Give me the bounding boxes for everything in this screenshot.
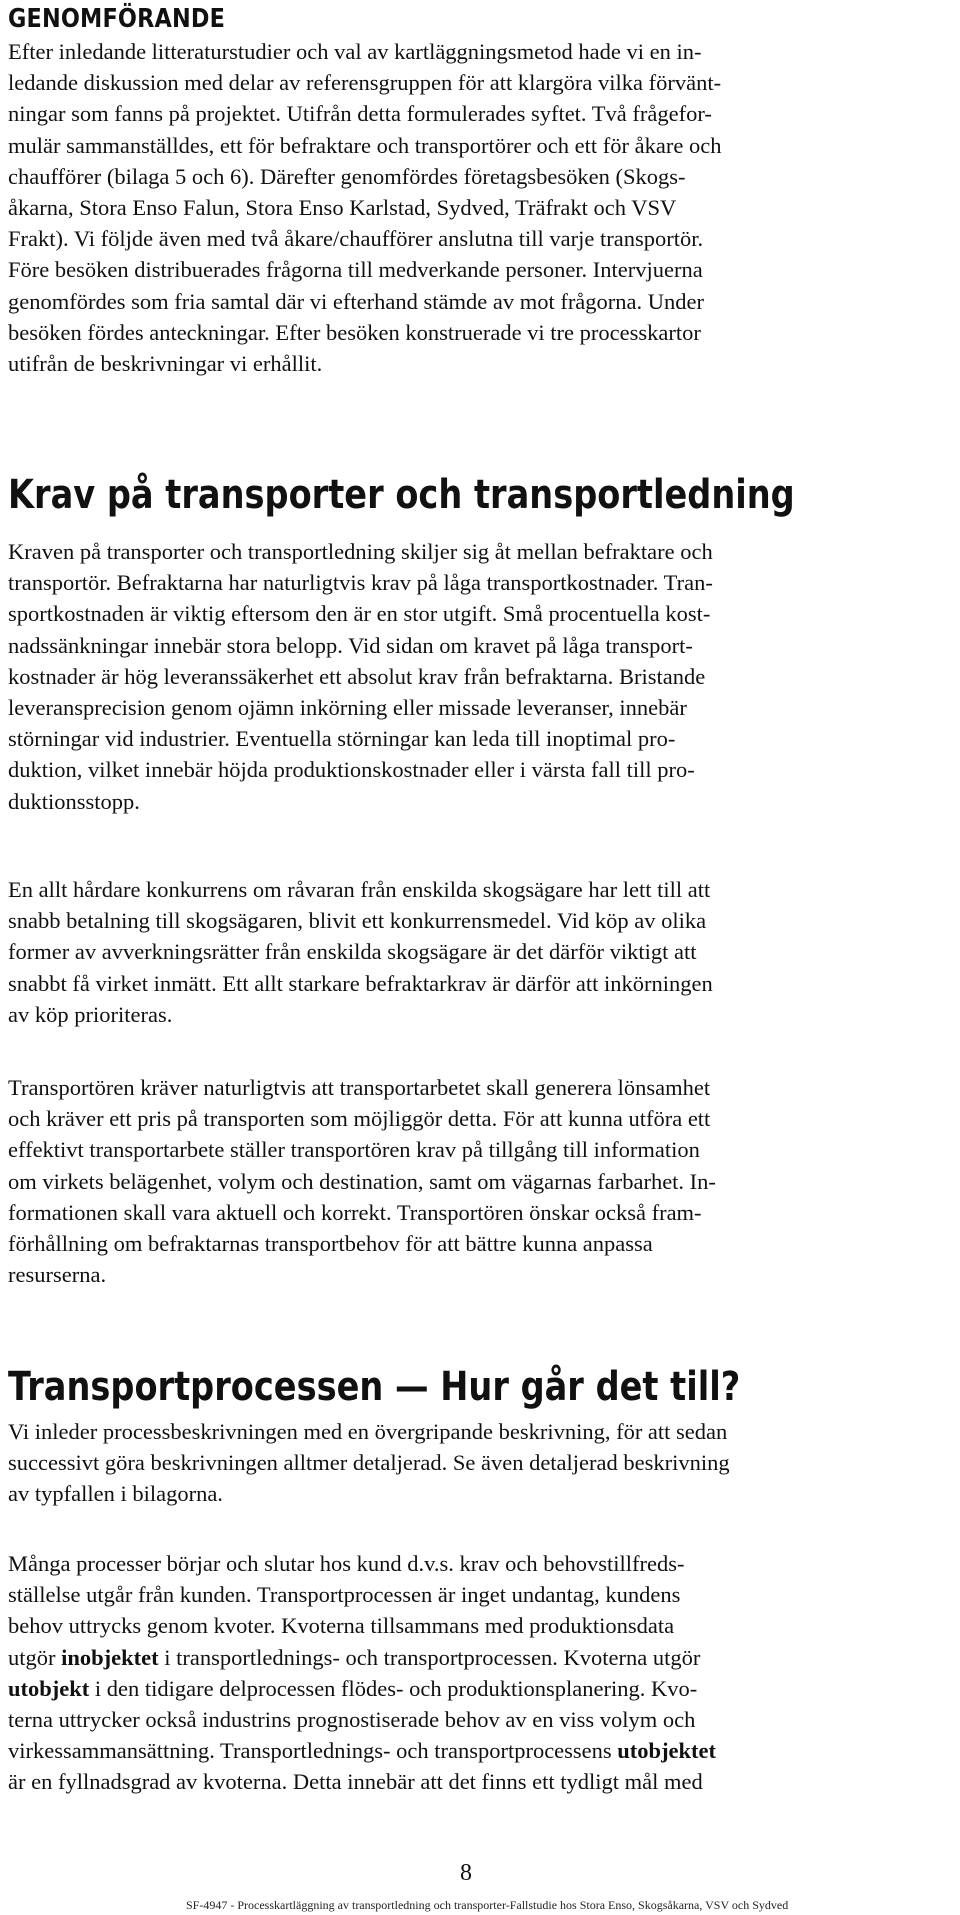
- text-run: utgör: [8, 1644, 62, 1670]
- text-line: effektivt transportarbete ställer transportören krav på tillgång till information: [8, 1137, 700, 1163]
- text-run: virkessammansättning. Transportlednings- och transportprocessens: [8, 1738, 618, 1764]
- paragraph-krav-1: [8, 536, 943, 817]
- text-line: åkarna, Stora Enso Falun, Stora Enso Karlstad, Sydved, Träfrakt och VSV: [8, 195, 677, 221]
- text-line: En allt hårdare konkurrens om råvaran från enskilda skogsägare har lett till att: [8, 877, 711, 902]
- text-run: i transportlednings- och transportprocessen. Kvoterna utgör: [158, 1644, 701, 1670]
- text-line: störningar vid industrier. Eventuella störningar kan leda till inoptimal pro-: [8, 726, 676, 752]
- text-line: resurserna.: [8, 1262, 107, 1288]
- text-line: Kraven på transporter och transportledning skiljer sig åt mellan befraktare och: [8, 539, 713, 564]
- text-line: [8, 1673, 943, 1704]
- text-line: ställelse utgår från kunden. Transportprocessen är inget undantag, kundens: [8, 1582, 681, 1608]
- text-line: Före besöken distribuerades frågorna till medverkande personer. Intervjuerna: [8, 257, 703, 283]
- paragraph-genomforande: [8, 36, 943, 379]
- text-line: Vi inleder processbeskrivningen med en övergripande beskrivning, för att sedan: [8, 1419, 728, 1444]
- text-line: transportör. Befraktarna har naturligtvis krav på låga transportkostnader. Tran-: [8, 570, 713, 596]
- text-line: behov uttrycks genom kvoter. Kvoterna tillsammans med produktionsdata: [8, 1613, 675, 1639]
- text-line: successivt göra beskrivningen alltmer detaljerad. Se även detaljerad beskrivning: [8, 1450, 730, 1476]
- text-line: snabbt få virket inmätt. Ett allt starkare befraktarkrav är därför att inkörningen: [8, 970, 713, 996]
- document-page: [8, 0, 948, 1915]
- text-line: chaufförer (bilaga 5 och 6). Därefter genomfördes företagsbesöken (Skogs-: [8, 163, 686, 189]
- text-line: om virkets belägenhet, volym och destination, samt om vägarnas farbarhet. In-: [8, 1168, 716, 1194]
- text-line: kostnader är hög leveranssäkerhet ett absolut krav från befraktarna. Bristande: [8, 663, 706, 689]
- section-heading-genomforande: GENOMFÖRANDE: [8, 4, 226, 34]
- text-line: leveransprecision genom ojämn inkörning eller missade leveranser, innebär: [8, 695, 687, 721]
- text-line: Många processer börjar och slutar hos kund d.v.s. krav och behovstillfreds-: [8, 1551, 685, 1576]
- bold-term-utobjektet: utobjektet: [617, 1738, 717, 1764]
- paragraph-process-2: [8, 1548, 943, 1798]
- text-line: former av avverkningsrätter från enskilda skogsägare är det därför viktigt att: [8, 939, 697, 965]
- text-line: mulär sammanställdes, ett för befraktare och transportörer och ett för åkare och: [8, 132, 722, 158]
- text-line: ledande diskussion med delar av referensgruppen för att klargöra vilka förvänt-: [8, 70, 722, 96]
- text-line: Efter inledande litteraturstudier och val av kartläggningsmetod hade vi en in-: [8, 39, 702, 64]
- text-line: är en fyllnadsgrad av kvoterna. Detta innebär att det finns ett tydligt mål med: [8, 1769, 703, 1795]
- text-line: Transportören kräver naturligtvis att transportarbetet skall generera lönsamhet: [8, 1075, 711, 1100]
- section-heading-transportprocessen: Transportprocessen — Hur går det till?: [8, 1364, 741, 1410]
- text-line: formationen skall vara aktuell och korrekt. Transportören önskar också fram-: [8, 1199, 702, 1225]
- bold-term-utobjekt: utobjekt: [8, 1675, 90, 1701]
- text-line: sportkostnaden är viktig eftersom den är en stor utgift. Små procentuella kost-: [8, 601, 711, 627]
- bold-term-inobjektet: inobjektet: [61, 1644, 159, 1670]
- text-line: snabb betalning till skogsägaren, blivit ett konkurrensmedel. Vid köp av olika: [8, 908, 707, 934]
- paragraph-krav-3: [8, 1072, 943, 1290]
- paragraph-process-1: [8, 1416, 943, 1510]
- text-line: genomfördes som fria samtal där vi efterhand stämde av mot frågorna. Under: [8, 288, 705, 314]
- page-footer: SF-4947 - Processkartläggning av transportledning och transporter-Fallstudie hos Stora Enso, Skogsåkarna, VSV och Sydved: [186, 1898, 789, 1912]
- section-heading-krav: Krav på transporter och transportledning: [8, 472, 795, 518]
- text-line: utifrån de beskrivningar vi erhållit.: [8, 351, 323, 377]
- page-number: 8: [460, 1860, 472, 1886]
- text-line: [8, 1735, 943, 1766]
- text-line: och kräver ett pris på transporten som möjliggör detta. För att kunna utföra ett: [8, 1106, 711, 1132]
- text-line: [8, 1642, 943, 1673]
- text-line: terna uttrycker också industrins prognostiserade behov av en viss volym och: [8, 1707, 696, 1733]
- text-line: besöken fördes anteckningar. Efter besöken konstruerade vi tre processkartor: [8, 319, 701, 345]
- text-line: duktionsstopp.: [8, 788, 140, 814]
- text-line: duktion, vilket innebär höjda produktionskostnader eller i värsta fall till pro-: [8, 757, 695, 783]
- text-line: av typfallen i bilagorna.: [8, 1481, 223, 1507]
- text-line: ningar som fanns på projektet. Utifrån detta formulerades syftet. Två frågefor-: [8, 101, 712, 127]
- text-line: Frakt). Vi följde även med två åkare/chaufförer anslutna till varje transportör.: [8, 226, 704, 252]
- text-line: förhållning om befraktarnas transportbehov för att bättre kunna anpassa: [8, 1231, 653, 1257]
- text-run: i den tidigare delprocessen flödes- och produktionsplanering. Kvo-: [89, 1675, 698, 1701]
- text-line: av köp prioriteras.: [8, 1001, 173, 1027]
- paragraph-krav-2: [8, 874, 943, 1030]
- text-line: nadssänkningar innebär stora belopp. Vid sidan om kravet på låga transport-: [8, 632, 693, 658]
